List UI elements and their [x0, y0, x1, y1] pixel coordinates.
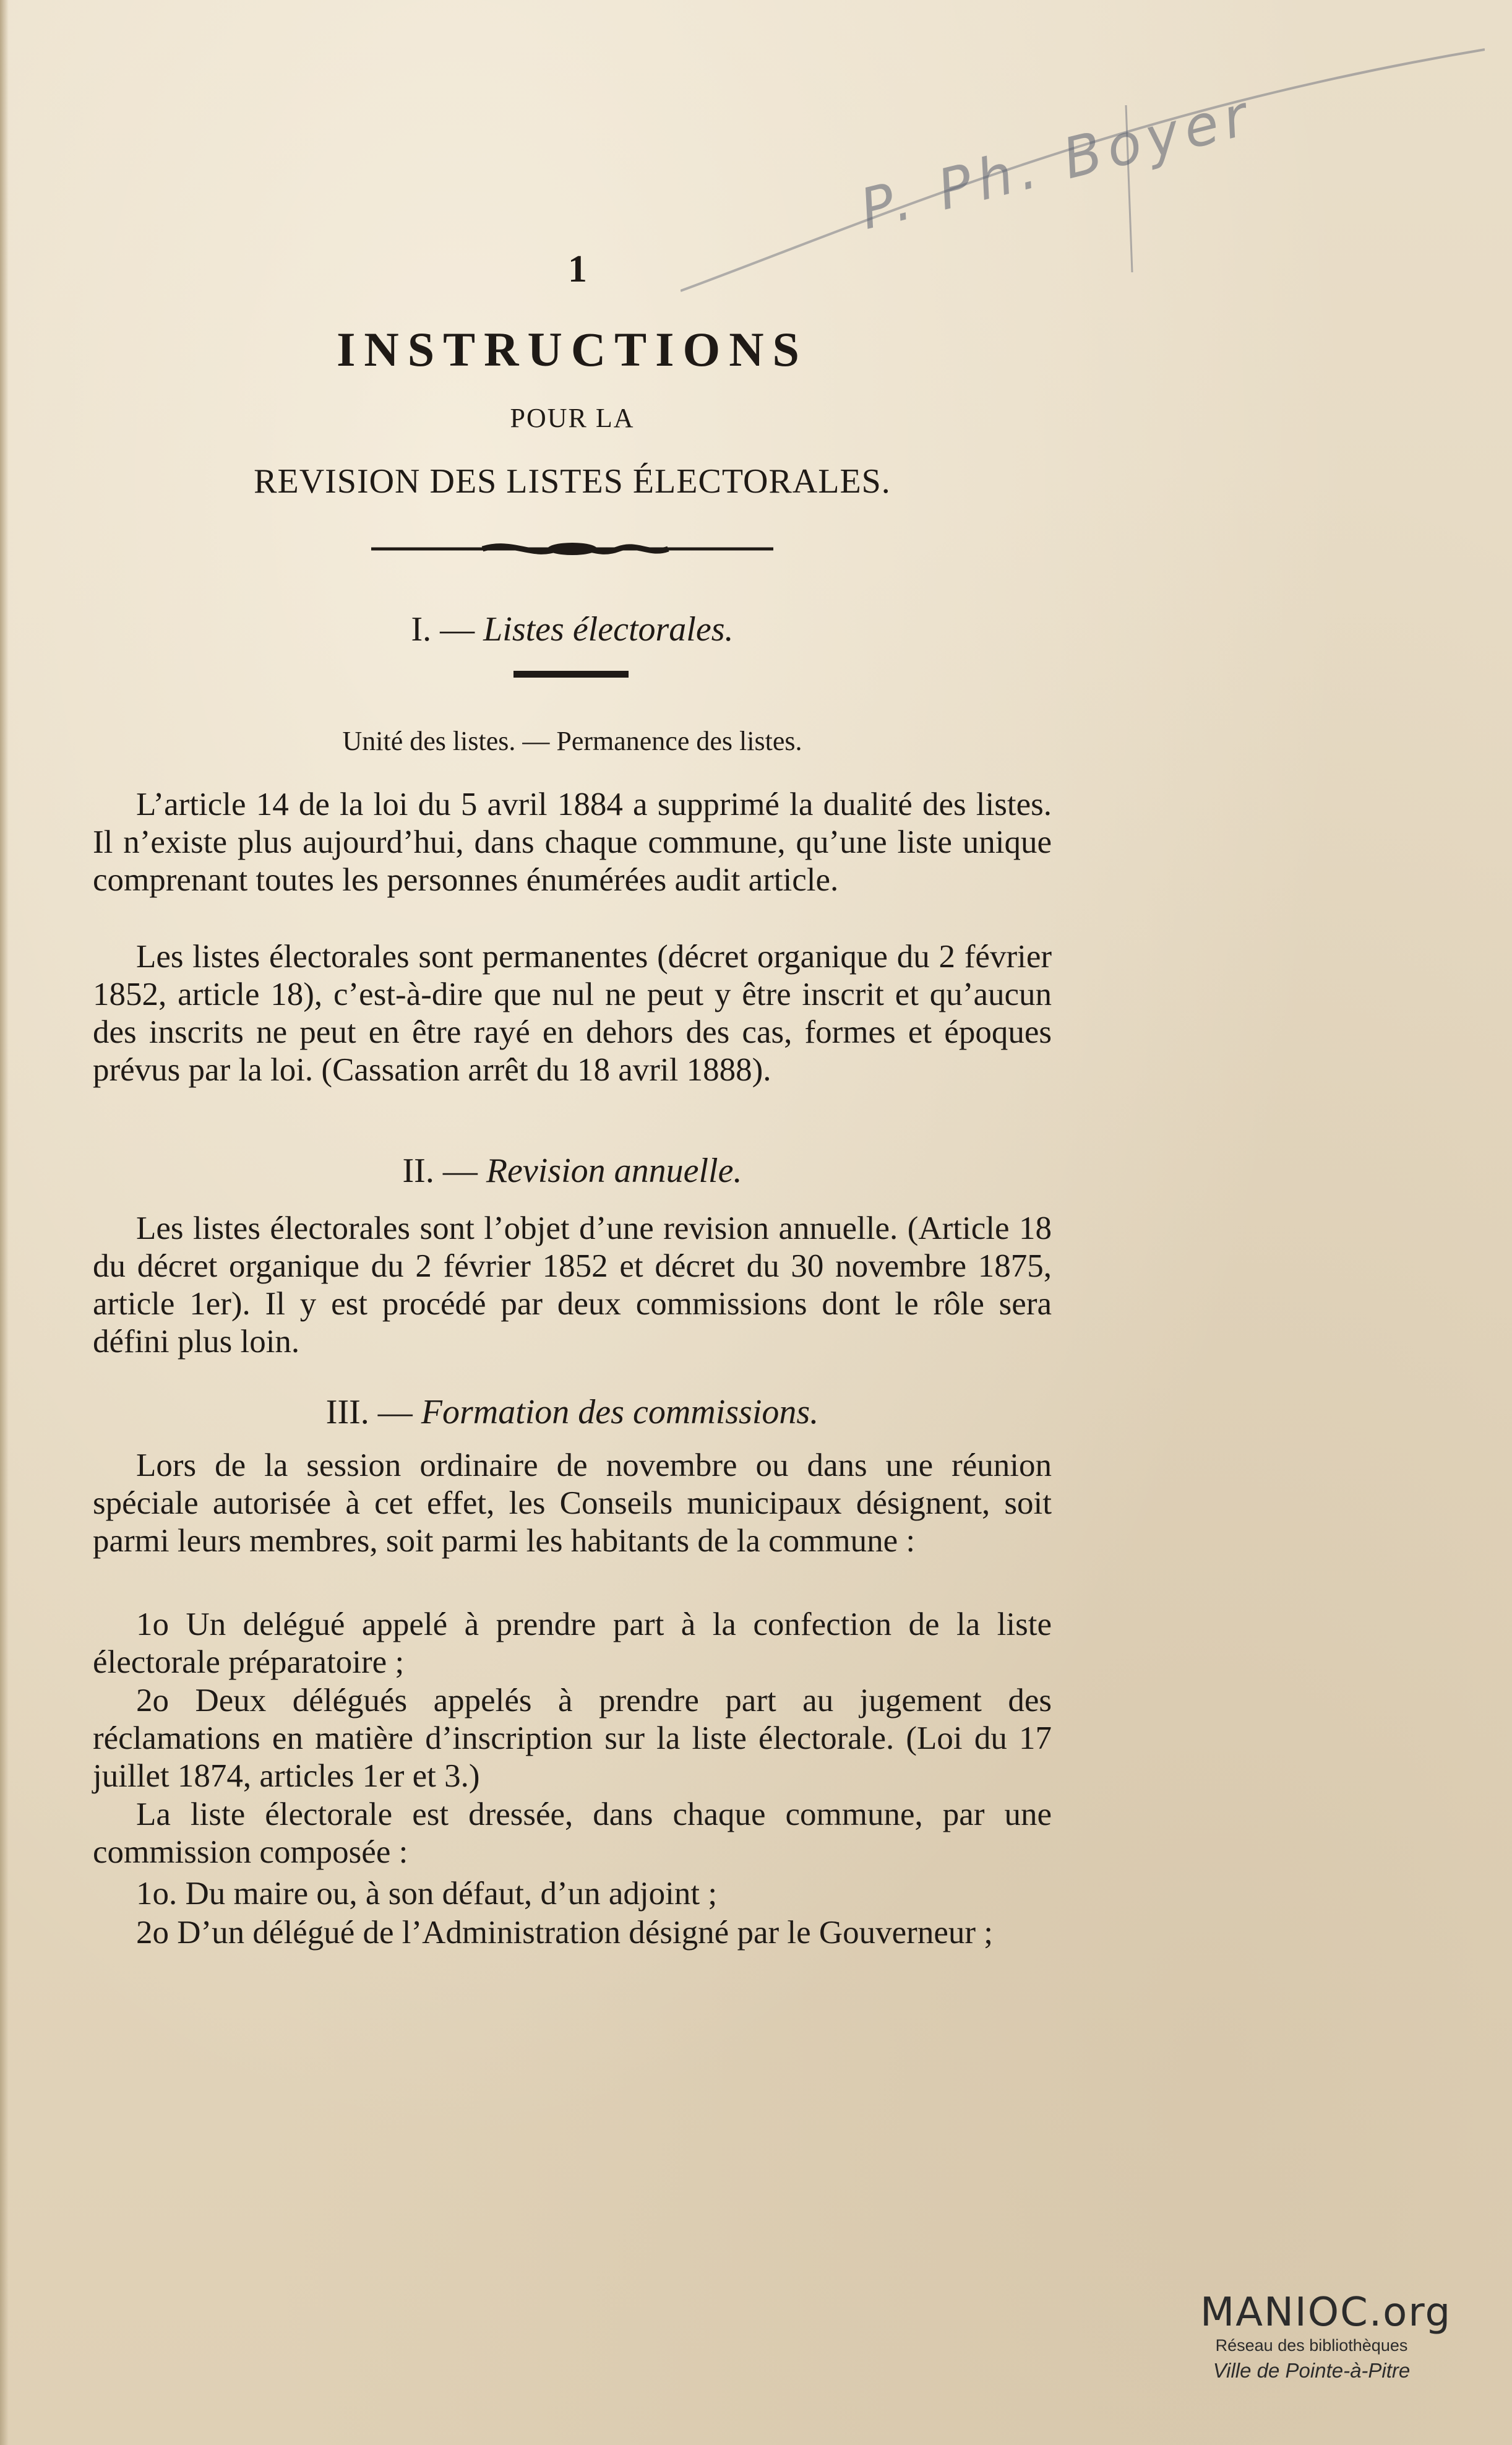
section-2-number: II. —	[402, 1152, 478, 1190]
paragraph-3-6: 2o D’un délégué de l’Administration désigné par le Gouverneur ;	[136, 1915, 993, 1951]
section-3-title: Formation des commissions.	[421, 1393, 819, 1431]
decorative-rule-ornament	[371, 540, 773, 558]
document-title: INSTRUCTIONS	[337, 322, 808, 376]
paragraph-3-5: 1o. Du maire ou, à son défaut, d’un adjoint ;	[136, 1876, 718, 1912]
paragraph-1-1: L’article 14 de la loi du 5 avril 1884 a supprimé la dualité des listes. Il n’existe plus aujourd’hui, dans chaque commune, qu’une liste unique comprenant toutes les personnes énumérées audit article.	[93, 787, 1052, 898]
section-1-heading	[0, 610, 1145, 649]
paragraph-3-2: 1o Un delégué appelé à prendre part à la confection de la liste électorale préparatoire ;	[93, 1606, 1052, 1680]
handwritten-note: P. Ph. Boyer	[854, 82, 1260, 243]
paragraph-1-2: Les listes électorales sont permanentes (décret organique du 2 février 1852, article 18), c’est-à-dire que nul ne peut y être inscrit et qu’aucun des inscrits ne peut en être rayé en dehors des cas, formes et époques prévus par la loi. (Cassation arrêt du 18 avril 1888).	[93, 939, 1052, 1088]
short-rule	[513, 671, 629, 678]
page-number: 1	[568, 248, 587, 290]
section-2-heading	[0, 1151, 1145, 1191]
section-1-subheading: Unité des listes. — Permanence des listes.	[342, 726, 802, 756]
paragraph-3-1: Lors de la session ordinaire de novembre ou dans une réunion spéciale autorisée à cet effet, les Conseils municipaux désignent, soit parmi leurs membres, soit parmi les habitants de la commune :	[93, 1447, 1052, 1559]
paragraph-3-4: La liste électorale est dressée, dans chaque commune, par une commission composée :	[93, 1796, 1052, 1870]
subtitle-line-1: POUR LA	[510, 403, 635, 433]
section-3-number: III. —	[325, 1393, 413, 1431]
section-3-heading	[0, 1392, 1145, 1432]
library-city-label: Ville de Pointe-à-Pitre	[1213, 2359, 1411, 2382]
library-network-label: Réseau des bibliothèques	[1215, 2336, 1408, 2355]
section-2-title: Revision annuelle.	[486, 1152, 742, 1190]
section-1-number: I. —	[411, 610, 475, 649]
paragraph-2-1: Les listes électorales sont l’objet d’une revision annuelle. (Article 18 du décret organique du 2 février 1852 et décret du 30 novembre 1875, article 1er). Il y est procédé par deux commissions dont le rôle sera défini plus loin.	[93, 1210, 1052, 1360]
section-1-title: Listes électorales.	[483, 610, 734, 649]
paragraph-3-3: 2o Deux délégués appelés à prendre part au jugement des réclamations en matière d’inscription sur la liste électorale. (Loi du 17 juillet 1874, articles 1er et 3.)	[93, 1683, 1052, 1794]
manioc-logo: MANIOC.org	[1200, 2290, 1452, 2335]
subtitle-line-2: REVISION DES LISTES ÉLECTORALES.	[254, 462, 891, 501]
